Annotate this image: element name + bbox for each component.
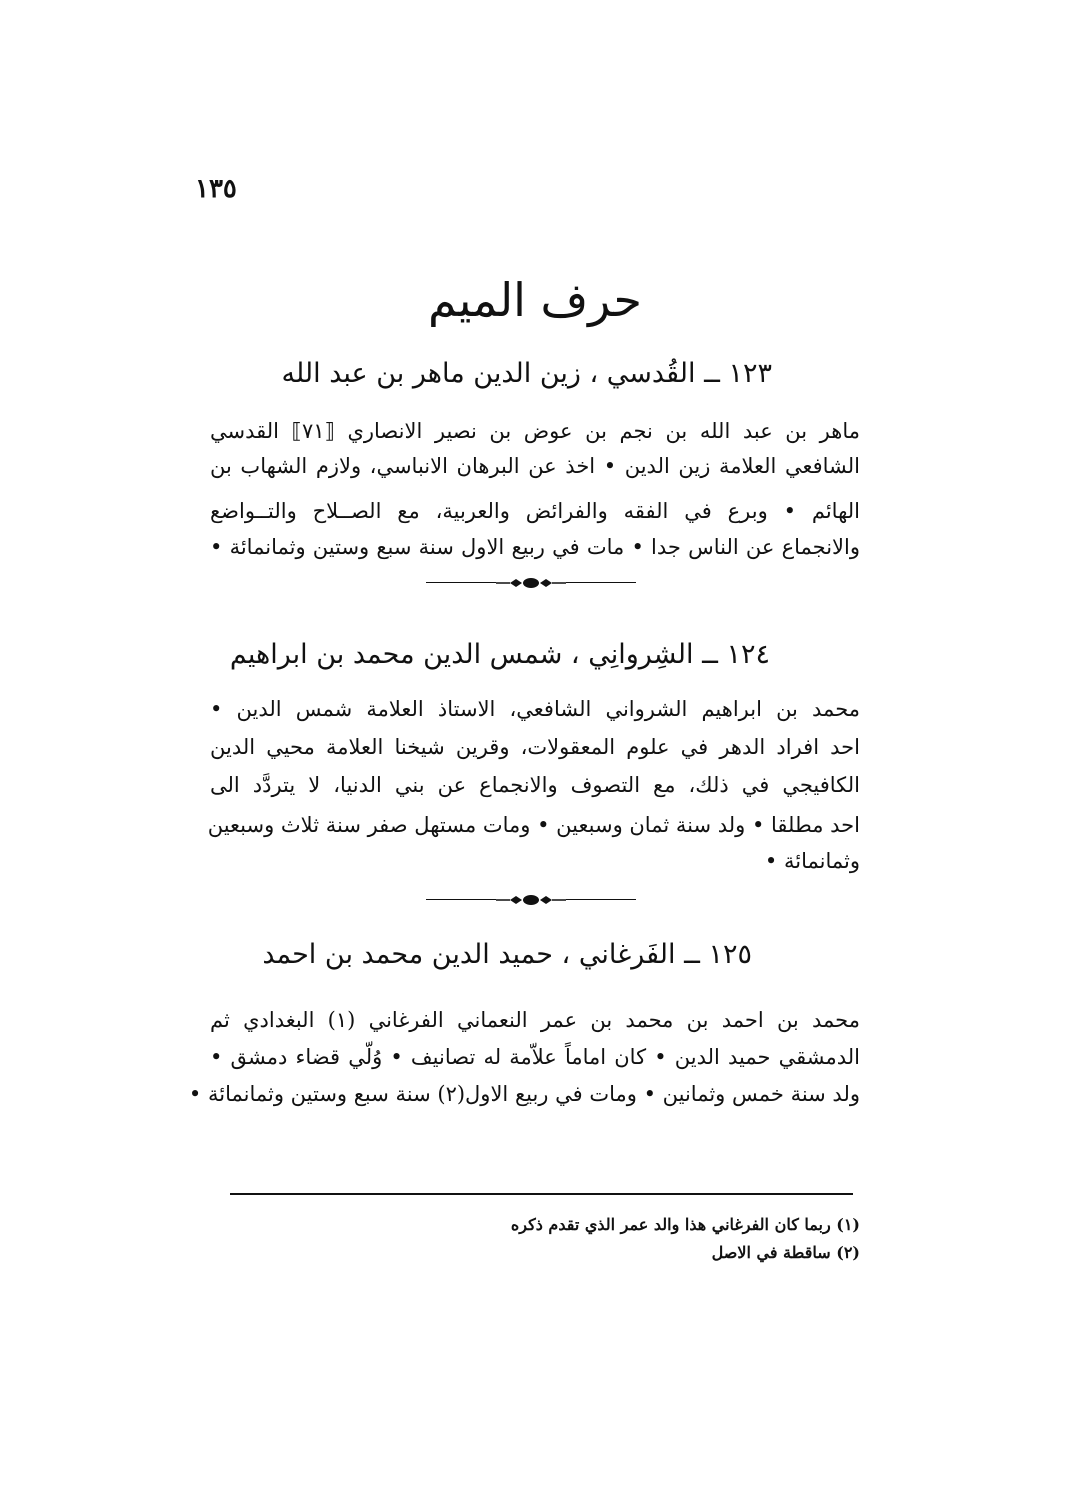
footnote-2: (٢) ساقطة في الاصل xyxy=(711,1243,860,1262)
entry-123-line-2: الشافعي العلامة زين الدين • اخذ عن البرهان الانباسي، ولازم الشهاب بن xyxy=(210,454,860,478)
entry-125-line-2: الدمشقي حميد الدين • كان اماماً علاّمة له تصانيف • وُلّي قضاء دمشق • xyxy=(210,1045,860,1069)
entry-heading-125: ١٢٥ ــ الفَرغاني ، حميد الدين محمد بن احمد xyxy=(262,939,752,970)
entry-heading-123: ١٢٣ ــ القُدسي ، زين الدين ماهر بن عبد الله xyxy=(281,358,772,389)
entry-124-line-1: محمد بن ابراهيم الشرواني الشافعي، الاستاذ العلامة شمس الدين • xyxy=(210,697,860,721)
footnote-divider xyxy=(230,1193,853,1195)
section-ornament xyxy=(426,893,636,907)
entry-124-line-5: وثمانمائة • xyxy=(764,849,860,873)
entry-124-line-2: احد افراد الدهر في علوم المعقولات، وقرين شيخنا العلامة محيي الدين xyxy=(210,735,860,759)
entry-123-line-1: ماهر بن عبد الله بن نجم بن عوض بن نصير الانصاري ⟦٧١⟧ القدسي xyxy=(210,419,860,443)
entry-124-line-4: احد مطلقا • ولد سنة ثمان وسبعين • ومات مستهل صفر سنة ثلاث وسبعين xyxy=(207,813,860,837)
entry-123-line-4: والانجماع عن الناس جدا • مات في ربيع الاول سنة سبع وستين وثمانمائة • xyxy=(210,535,860,559)
ornament-icon xyxy=(496,893,566,907)
chapter-title: حرف الميم xyxy=(427,273,642,327)
page-number: ١٣٥ xyxy=(195,174,237,204)
entry-heading-124: ١٢٤ ــ الشِروانِي ، شمس الدين محمد بن ابراهيم xyxy=(229,639,770,670)
entry-125-line-3: ولد سنة خمس وثمانين • ومات في ربيع الاول(٢) سنة سبع وستين وثمانمائة • xyxy=(188,1082,860,1106)
ornament-icon xyxy=(496,576,566,590)
entry-124-line-3: الكافيجي في ذلك، مع التصوف والانجماع عن بني الدنيا، لا يتردَّد الى xyxy=(210,773,860,797)
entry-125-line-1: محمد بن احمد بن محمد بن عمر النعماني الفرغاني (١) البغدادي ثم xyxy=(210,1008,860,1032)
footnote-1: (١) ربما كان الفرغاني هذا والد عمر الذي تقدم ذكره xyxy=(510,1215,860,1234)
entry-123-line-3: الهائم • وبرع في الفقه والفرائض والعربية، مع الصــلاح والتــواضع xyxy=(210,499,860,523)
section-ornament xyxy=(426,576,636,590)
